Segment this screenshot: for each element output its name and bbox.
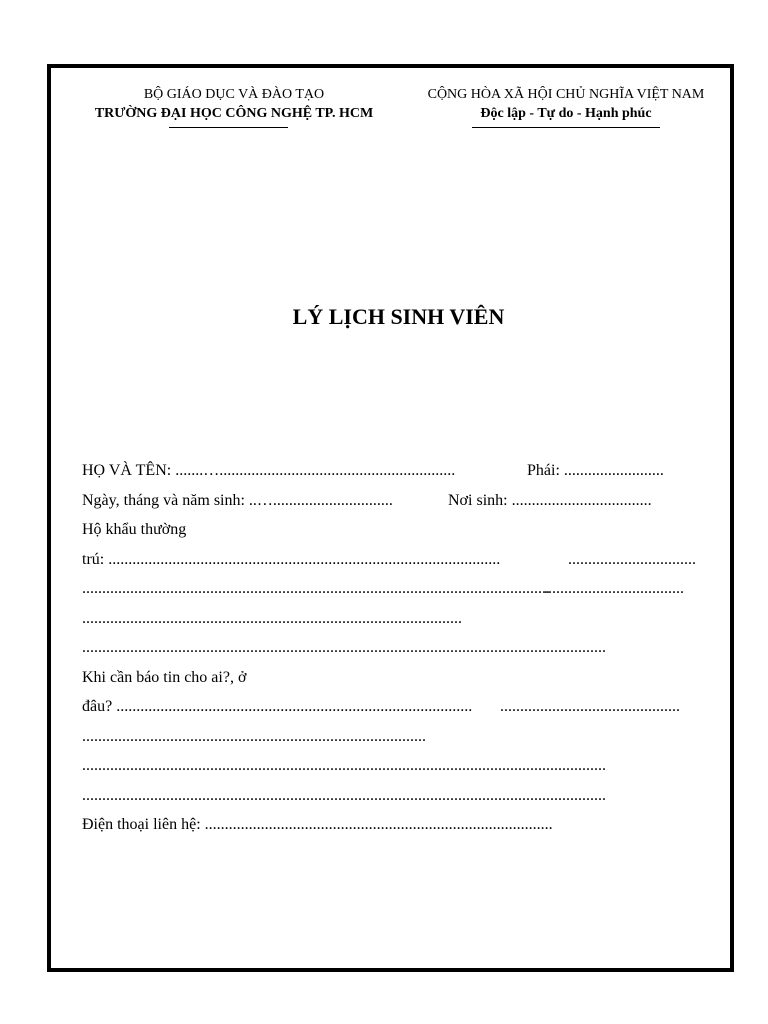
left-header-underline [169,127,288,128]
birth-row [82,488,722,518]
residence-line-4 [82,635,722,665]
ministry-name: BỘ GIÁO DỤC VÀ ĐÀO TẠO [143,87,325,102]
residence-line-2 [82,576,722,606]
residence-line-1a: trú: .................................................................................................. [82,550,501,568]
residence-line-4-text: ................................................................................................................................... [82,639,606,656]
document-title: LÝ LỊCH SINH VIÊN [292,304,505,329]
gender-field: Phái: ......................... [527,462,664,479]
contact-line-2-text: ...................................................................................... [82,727,426,745]
residence-line-3 [82,606,722,636]
residence-line-2b: ................................... [544,580,684,597]
contact-line-1a: đâu? ......................................................................................... [82,698,473,715]
phone-row [82,812,722,842]
national-motto: Độc lập - Tự do - Hạnh phúc [480,106,652,121]
residence-line-1 [82,547,722,577]
university-name: TRƯỜNG ĐẠI HỌC CÔNG NGHỆ TP. HCM [94,106,374,121]
residence-label: Hộ khẩu thường [82,521,187,538]
residence-line-1b: ................................ [568,550,696,568]
residence-label-row [82,517,722,547]
full-name-field: HỌ VÀ TÊN: .......…........................................................... [82,462,456,479]
contact-line-3 [82,753,722,783]
contact-line-1 [82,694,722,724]
phone-field: Điện thoại liên hệ: ....................................................................................... [82,816,553,833]
contact-line-4-text: ................................................................................................................................... [82,786,606,804]
student-form [82,458,722,842]
contact-line-4 [82,783,722,813]
right-header-underline [472,127,660,128]
contact-line-3-text: ................................................................................................................................... [82,757,606,774]
contact-line-2 [82,724,722,754]
contact-label-row [82,665,722,695]
birth-date-field: Ngày, tháng và năm sinh: ..….............................. [82,491,393,509]
contact-label: Khi cần báo tin cho ai?, ở [82,668,247,686]
country-name: CỘNG HÒA XÃ HỘI CHỦ NGHĨA VIỆT NAM [427,87,705,102]
residence-line-2a: ..................................................................................................................... [82,580,550,597]
residence-line-3-text: ............................................................................................... [82,609,462,627]
national-header [408,85,724,123]
contact-line-1b: ............................................. [500,698,680,715]
birth-place-field: Nơi sinh: ................................... [448,491,652,509]
full-name-row [82,458,722,488]
ministry-header [78,85,390,123]
